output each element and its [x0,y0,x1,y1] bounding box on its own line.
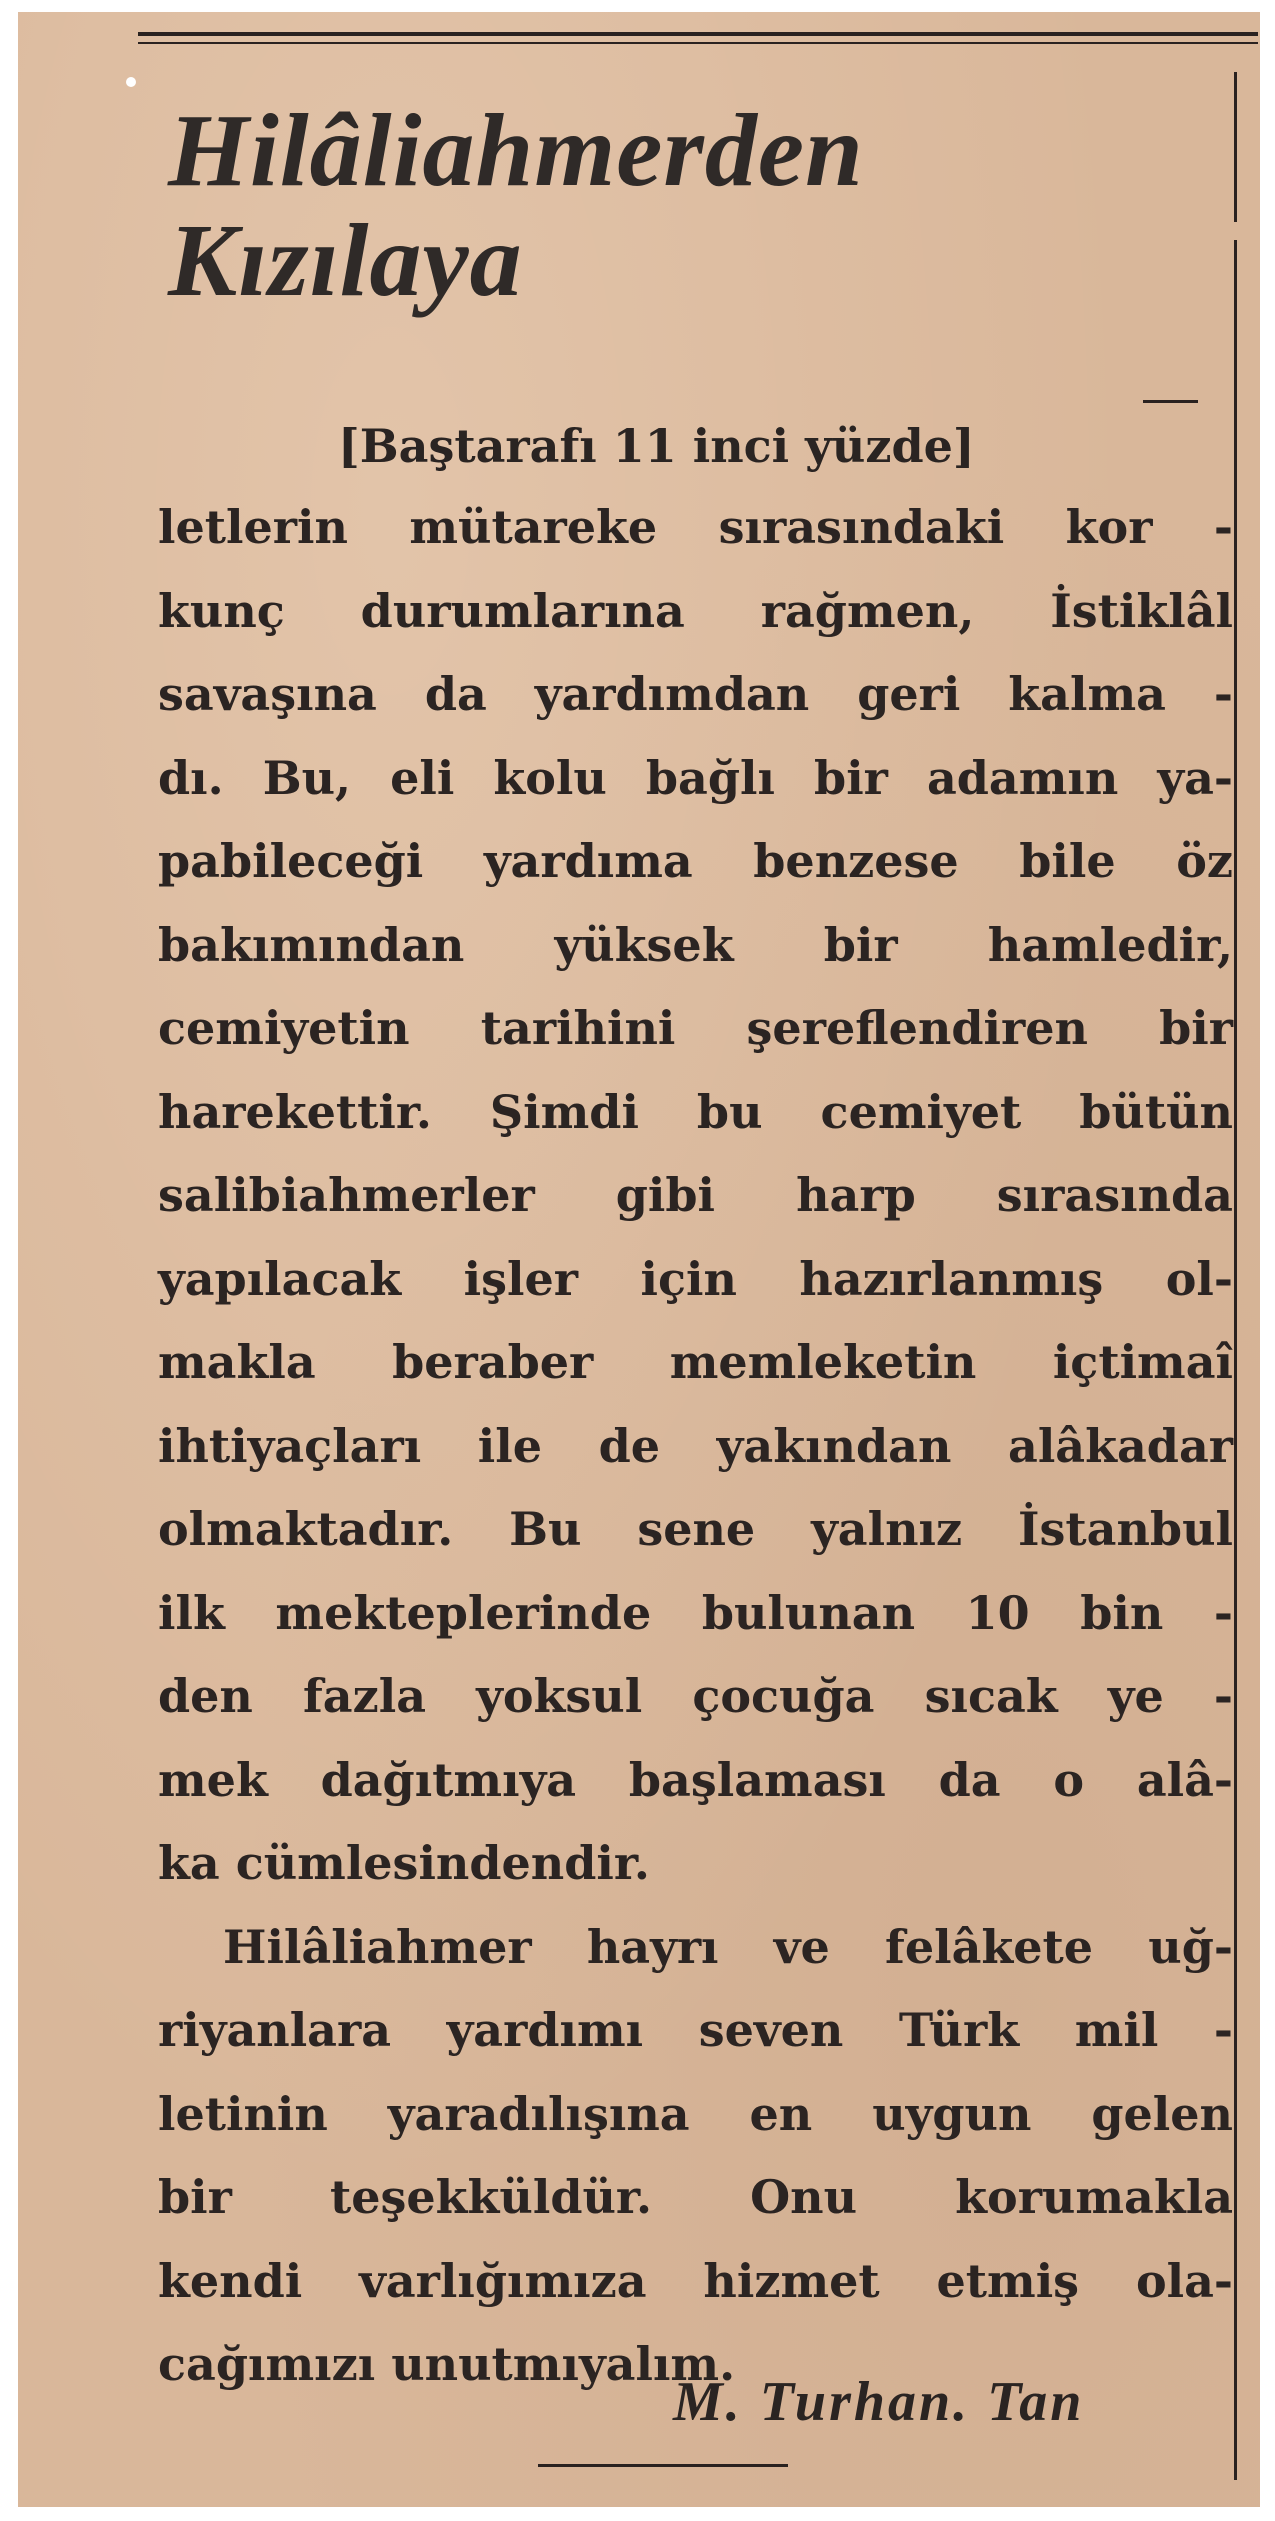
body-line: cağımızı unutmıyalım. [158,2337,736,2391]
newspaper-clipping [18,12,1260,2507]
headline-line-2: Kızılaya [168,203,523,318]
body-line: ihtiyaçları ile de yakından alâkadar [158,1418,1233,1473]
body-line: salibiahmerler gibi harp sırasında [158,1168,1233,1222]
body-line: bakımından yüksek bir hamledir, [158,917,1233,972]
right-column-rule-upper [1234,72,1237,222]
body-line: cemiyetin tarihini şereflendiren bir [158,1001,1233,1055]
paragraph-2 [158,1906,1233,2407]
body-line: letlerin mütareke sırasındaki kor - [158,500,1233,554]
top-rule-thin [138,42,1258,44]
punch-hole [126,77,136,87]
body-line: olmaktadır. Bu sene yalnız İstanbul [158,1502,1233,1556]
body-line: den fazla yoksul çocuğa sıcak ye - [158,1669,1233,1723]
body-line: Hilâliahmer hayrı ve felâkete uğ- [223,1919,1233,1974]
body-line: kunç durumlarına rağmen, İstiklâl [158,583,1233,638]
body-line: ilk mekteplerinde bulunan 10 bin - [158,1585,1233,1640]
body-line: mek dağıtmıya başlaması da o alâ- [158,1752,1233,1807]
body-line: kendi varlığımıza hizmet etmiş ola- [158,2253,1233,2308]
body-line: bir teşekküldür. Onu korumakla [158,2170,1233,2224]
paragraph-1 [158,486,1233,1906]
body-line: letinin yaradılışına en uygun gelen [158,2086,1233,2141]
article-headline [168,93,1208,318]
article-body [158,486,1233,2407]
body-line: yapılacak işler için hazırlanmış ol- [158,1251,1233,1306]
body-line: savaşına da yardımdan geri kalma - [158,667,1233,721]
body-line: makla beraber memleketin içtimaî [158,1335,1233,1389]
continuation-note: [Baştarafı 11 inci yüzde] [338,419,975,473]
body-line: dı. Bu, eli kolu bağlı bir adamın ya- [158,750,1233,805]
right-column-rule [1234,240,1237,2480]
bottom-rule [538,2464,788,2467]
body-line: ka cümlesindendir. [158,1836,650,1890]
author-signature: M. Turhan. Tan [673,2371,1085,2433]
body-line: pabileceği yardıma benzese bile öz [158,834,1233,888]
body-line: riyanlara yardımı seven Türk mil - [158,2003,1233,2057]
headline-line-1: Hilâliahmerden [168,93,864,208]
body-line: harekettir. Şimdi bu cemiyet bütün [158,1084,1233,1139]
headline-dash [1143,400,1198,403]
top-rule [138,32,1258,36]
